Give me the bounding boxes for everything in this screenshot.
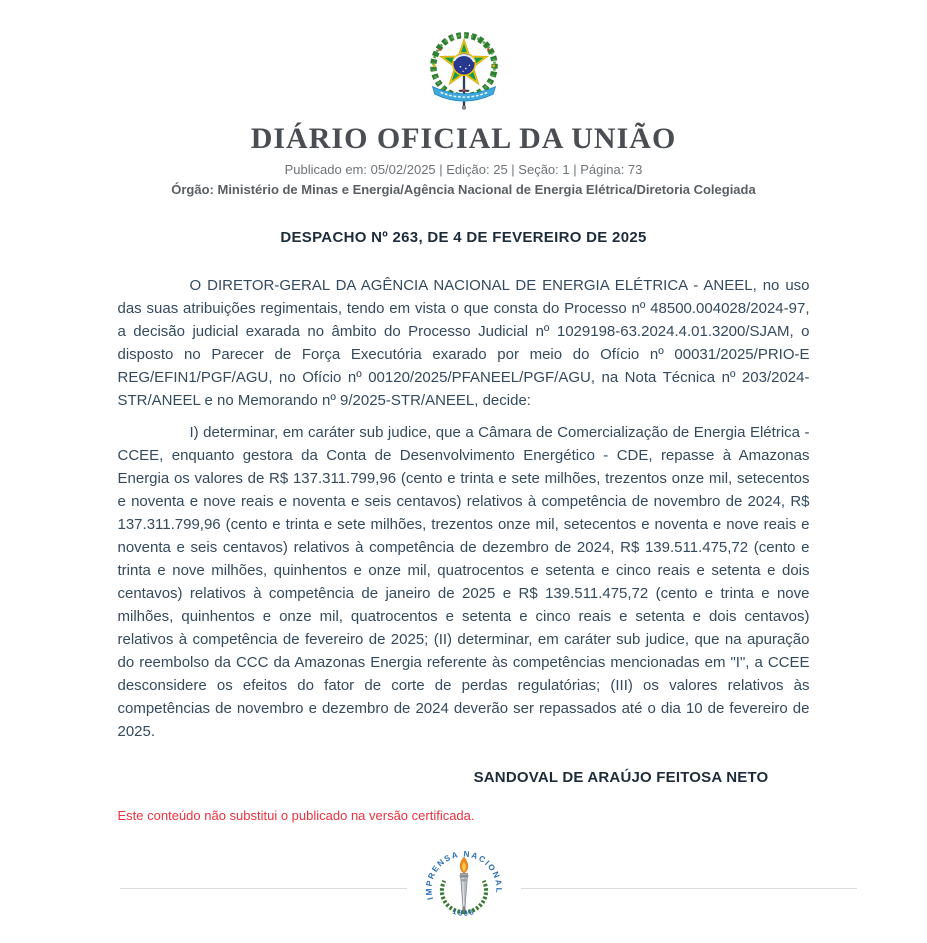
publication-meta: Publicado em: 05/02/2025 | Edição: 25 | Seção: 1 | Página: 73 bbox=[284, 162, 643, 177]
certification-disclaimer: Este conteúdo não substitui o publicado na versão certificada. bbox=[117, 808, 475, 823]
organ-line: Órgão: Ministério de Minas e Energia/Agência Nacional de Energia Elétrica/Diretoria Colegiada bbox=[171, 182, 756, 197]
imprensa-nacional-seal-icon bbox=[407, 847, 521, 931]
imprensa-nacional-year-text: 1808 bbox=[450, 906, 477, 918]
brazil-coat-of-arms-icon bbox=[0, 26, 927, 117]
signature-name: SANDOVAL DE ARAÚJO FEITOSA NETO bbox=[473, 769, 769, 786]
imprensa-nacional-arc-text: IMPRENSA NACIONAL bbox=[423, 849, 504, 901]
gazette-title: DIÁRIO OFICIAL DA UNIÃO bbox=[250, 122, 677, 155]
document-content bbox=[118, 229, 810, 823]
page-footer bbox=[0, 847, 927, 943]
dispatch-title: DESPACHO Nº 263, DE 4 DE FEVEREIRO DE 2025 bbox=[280, 229, 647, 246]
dispatch-paragraph-1: O DIRETOR-GERAL DA AGÊNCIA NACIONAL DE ENERGIA ELÉTRICA - ANEEL, no uso das suas atribuições regimentais, tendo em vista o que consta do Processo nº 48500.004028/2024-97, a decisão judicial exarada no âmbito do Processo Judicial nº 1029198-63.2024.4.01.3200/SJAM, o disposto no Parecer de Força Executória exarado por meio do Ofício nº 00031/2025/PRIO-E REG/EFIN1/PGF/AGU, no Ofício nº 00120/2025/PFANEEL/PGF/AGU, na Nota Técnica nº 203/2024-STR/ANEEL e no Memorando nº 9/2025-STR/ANEEL, decide: bbox=[117, 277, 810, 409]
dispatch-paragraph-2: I) determinar, em caráter sub judice, que a Câmara de Comercialização de Energia Elétrica - CCEE, enquanto gestora da Conta de Desenvolvimento Energético - CDE, repasse à Amazonas Energia os valores de R$ 137.311.799,96 (cento e trinta e sete milhões, trezentos onze mil, setecentos e noventa e nove reais e noventa e seis centavos) relativos à competência de novembro de 2024, R$ 137.311.799,96 (cento e trinta e sete milhões, trezentos onze mil, setecentos e noventa e nove reais e noventa e seis centavos) relativos à competência de dezembro de 2024, R$ 139.511.475,72 (cento e trinta e nove milhões, quinhentos e onze mil, quatrocentos e setenta e cinco reais e setenta e dois centavos) relativos à competência de janeiro de 2025 e R$ 139.511.475,72 (cento e trinta e nove milhões, quinhentos e onze mil, quatrocentos e setenta e cinco reais e setenta e dois centavos) relativos à competência de fevereiro de 2025; (II) determinar, em caráter sub judice, que na apuração do reembolso da CCC da Amazonas Energia referente às competências mencionadas em "I", a CCEE desconsidere os efeitos do fator de corte de perdas regulatórias; (III) os valores relativos às competências de novembro e dezembro de 2024 deverão ser repassados até o dia 10 de fevereiro de 2025. bbox=[117, 424, 810, 740]
